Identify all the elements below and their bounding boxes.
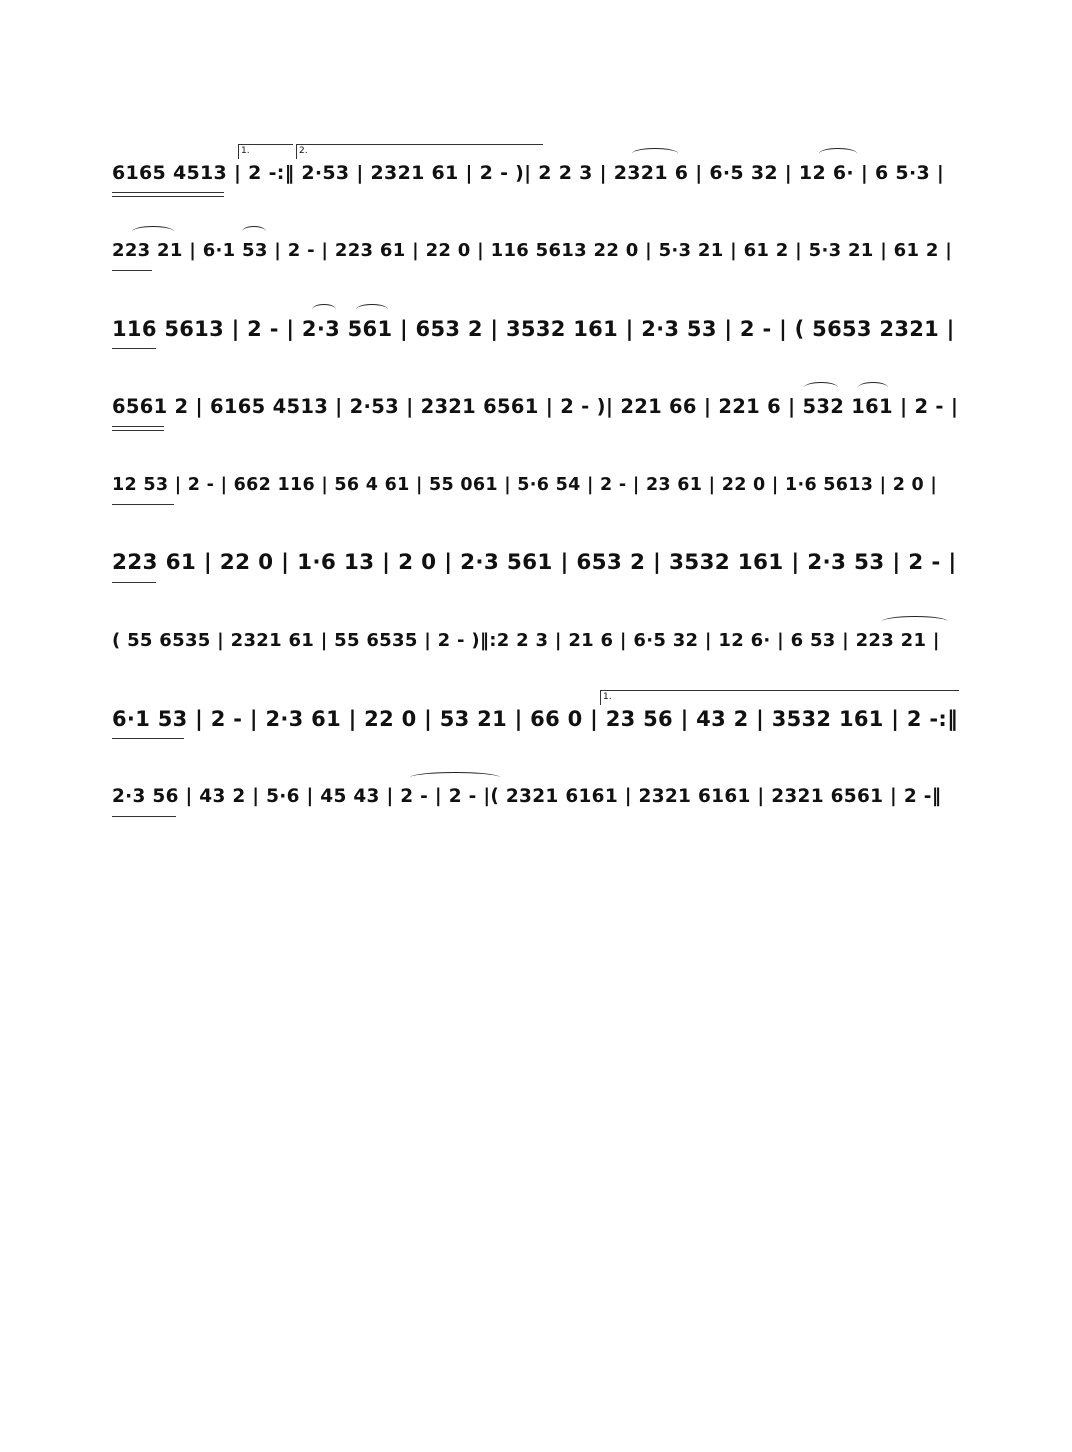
score-line-text: 6·1 53 | 2 - | 2·3 61 | 22 0 | 53 21 | 66 0 | 23 56 | 43 2 | 3532 161 | 2 -:‖ [112,707,958,731]
score-line-7 [112,618,962,696]
score-line-text: 116 5613 | 2 - | 2·3 561 | 653 2 | 3532 161 | 2·3 53 | 2 - | ( 5653 2321 | [112,317,955,341]
score-line-text: 223 61 | 22 0 | 1·6 13 | 2 0 | 2·3 561 | 653 2 | 3532 161 | 2·3 53 | 2 - | [112,550,957,575]
underline-rule [112,348,156,349]
score-line-text: ( 55 6535 | 2321 61 | 55 6535 | 2 - )‖:2 2 3 | 21 6 | 6·5 32 | 12 6· | 6 53 | 223 21 | [112,630,940,651]
score-line-9 [112,774,962,852]
score-line-8 [112,692,962,774]
volta-first-ending: 1. [238,144,293,159]
score-line-text: 6165 4513 | 2 -:‖ 2·53 | 2321 61 | 2 - )| 2 2 3 | 2321 6 | 6·5 32 | 12 6· | 6 5·3 | [112,162,945,184]
underline-rule [112,816,176,817]
underline-rule [112,430,164,431]
score-line-text: 223 21 | 6·1 53 | 2 - | 223 61 | 22 0 | 116 5613 22 0 | 5·3 21 | 61 2 | 5·3 21 | 61 2 | [112,240,953,261]
score-line-6 [112,540,962,618]
score-line-4 [112,384,962,462]
underline-rule [112,192,224,193]
underline-rule [112,426,164,427]
score-line-text: 2·3 56 | 43 2 | 5·6 | 45 43 | 2 - | 2 - |( 2321 6161 | 2321 6161 | 2321 6561 | 2 -‖ [112,786,942,807]
underline-rule [112,738,184,739]
score-line-1 [112,146,962,228]
score-line-2 [112,228,962,306]
jianpu-score [112,146,962,852]
score-line-5 [112,462,962,540]
score-line-3 [112,306,962,384]
underline-rule [112,582,156,583]
volta-second-ending: 2. [296,144,543,159]
underline-rule [112,196,224,197]
underline-rule [112,270,152,271]
score-line-text: 12 53 | 2 - | 662 116 | 56 4 61 | 55 061 | 5·6 54 | 2 - | 23 61 | 22 0 | 1·6 5613 | 2 0 | [112,475,938,495]
underline-rule [112,504,174,505]
volta-first-ending: 1. [600,690,959,705]
score-line-text: 6561 2 | 6165 4513 | 2·53 | 2321 6561 | 2 - )| 221 66 | 221 6 | 532 161 | 2 - | [112,395,959,418]
